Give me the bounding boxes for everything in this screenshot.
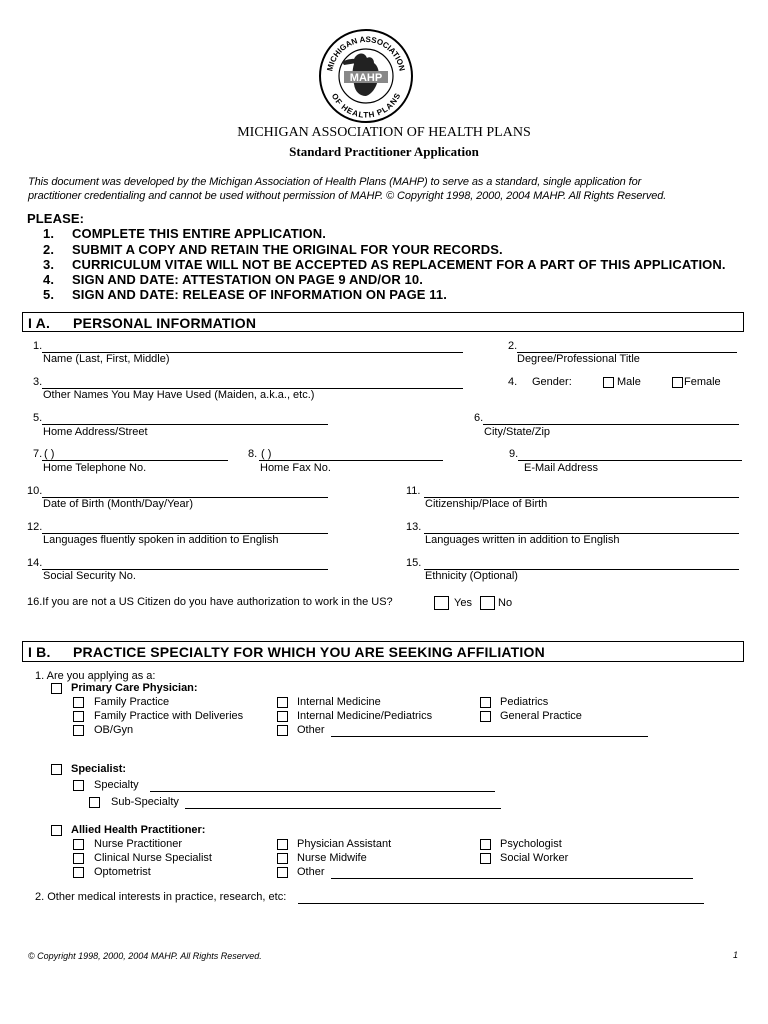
degree-title-label: Degree/Professional Title [517, 353, 640, 365]
gender-male-label: Male [617, 376, 641, 388]
section-a-code: I A. [28, 315, 51, 331]
work-auth-no-label: No [498, 597, 513, 609]
clinical-nurse-specialist-label: Clinical Nurse Specialist [94, 852, 212, 864]
family-practice-deliveries-label: Family Practice with Deliveries [94, 710, 244, 722]
name-field-label: Name (Last, First, Middle) [43, 353, 170, 365]
nurse-practitioner-checkbox[interactable] [73, 839, 84, 850]
section-b-header [22, 641, 744, 662]
please-item-2: SUBMIT A COPY AND RETAIN THE ORIGINAL FOR YOUR RECORDS. [72, 242, 503, 257]
languages-written-label: Languages written in addition to English [425, 534, 620, 546]
please-num-2: 2. [43, 242, 55, 257]
please-heading: PLEASE: [27, 211, 85, 226]
logo-arc-top-text: MICHIGAN ASSOCIATION [325, 34, 407, 72]
field-6-number: 6. [474, 412, 484, 424]
please-num-4: 4. [43, 272, 55, 287]
field-12-number: 12. [27, 521, 43, 533]
page-number: 1 [733, 950, 739, 960]
please-num-1: 1. [43, 226, 55, 241]
intro-line-1: This document was developed by the Michigan Association of Health Plans (MAHP) to serve as a standard, single application for [28, 176, 642, 188]
please-num-5: 5. [43, 287, 55, 302]
email-field[interactable] [518, 460, 742, 461]
field-5-number: 5. [33, 412, 43, 424]
please-num-3: 3. [43, 257, 55, 272]
footer-copyright: © Copyright 1998, 2000, 2004 MAHP. All Rights Reserved. [28, 951, 262, 961]
primary-care-heading: Primary Care Physician: [71, 682, 198, 694]
other-interests-question: 2. Other medical interests in practice, research, etc: [35, 891, 287, 903]
family-practice-checkbox[interactable] [73, 697, 84, 708]
please-item-4: SIGN AND DATE: ATTESTATION ON PAGE 9 AND/OR 10. [72, 272, 423, 287]
date-of-birth-label: Date of Birth (Month/Day/Year) [43, 498, 193, 510]
sub-specialty-checkbox[interactable] [89, 797, 100, 808]
specialty-label: Specialty [94, 779, 139, 791]
physician-assistant-checkbox[interactable] [277, 839, 288, 850]
please-item-1: COMPLETE THIS ENTIRE APPLICATION. [72, 226, 326, 241]
field-13-number: 13. [406, 521, 422, 533]
allied-other-checkbox[interactable] [277, 867, 288, 878]
field-10-number: 10. [27, 485, 43, 497]
home-phone-label: Home Telephone No. [43, 462, 147, 474]
gender-male-checkbox[interactable] [603, 377, 614, 388]
home-phone-field[interactable] [42, 460, 228, 461]
mahp-logo-graphic [318, 28, 414, 124]
please-item-3: CURRICULUM VITAE WILL NOT BE ACCEPTED AS REPLACEMENT FOR A PART OF THIS APPLICATION. [72, 257, 726, 272]
citizenship-label: Citizenship/Place of Birth [425, 498, 548, 510]
ob-gyn-checkbox[interactable] [73, 725, 84, 736]
home-fax-area-code: ( ) [261, 448, 272, 460]
general-practice-label: General Practice [500, 710, 582, 722]
sub-specialty-label: Sub-Specialty [111, 796, 179, 808]
city-state-zip-field[interactable] [483, 424, 739, 425]
allied-other-field[interactable] [331, 878, 693, 879]
physician-assistant-label: Physician Assistant [297, 838, 392, 850]
specialty-checkbox[interactable] [73, 780, 84, 791]
field-2-number: 2. [508, 340, 518, 352]
ob-gyn-label: OB/Gyn [94, 724, 134, 736]
field-7-number: 7. [33, 448, 43, 460]
nurse-midwife-checkbox[interactable] [277, 853, 288, 864]
clinical-nurse-specialist-checkbox[interactable] [73, 853, 84, 864]
social-worker-checkbox[interactable] [480, 853, 491, 864]
primary-care-checkbox[interactable] [51, 683, 62, 694]
internal-medicine-pediatrics-label: Internal Medicine/Pediatrics [297, 710, 433, 722]
allied-other-label: Other [297, 866, 325, 878]
other-names-label: Other Names You May Have Used (Maiden, a.k.a., etc.) [43, 389, 315, 401]
allied-health-checkbox[interactable] [51, 825, 62, 836]
specialist-heading: Specialist: [71, 763, 127, 775]
field-1-number: 1. [33, 340, 43, 352]
field-3-number: 3. [33, 376, 43, 388]
psychologist-checkbox[interactable] [480, 839, 491, 850]
field-4-number: 4. [508, 376, 518, 388]
home-fax-label: Home Fax No. [260, 462, 331, 474]
work-auth-no-checkbox[interactable] [480, 596, 495, 610]
pediatrics-label: Pediatrics [500, 696, 549, 708]
gender-female-checkbox[interactable] [672, 377, 683, 388]
intro-line-2: practitioner credentialing and cannot be used without permission of MAHP. © Copyright 1998, 2000, 2004 MAHP. All Rights Reserved. [28, 190, 667, 202]
primary-other-checkbox[interactable] [277, 725, 288, 736]
internal-medicine-label: Internal Medicine [297, 696, 381, 708]
gender-female-label: Female [684, 376, 721, 388]
section-b-code: I B. [28, 644, 51, 660]
other-interests-field[interactable] [298, 903, 704, 904]
home-fax-field[interactable] [259, 460, 443, 461]
mahp-logo [318, 28, 414, 124]
allied-health-heading: Allied Health Practitioner: [71, 824, 206, 836]
ethnicity-label: Ethnicity (Optional) [425, 570, 518, 582]
nurse-midwife-label: Nurse Midwife [297, 852, 367, 864]
specialty-field[interactable] [150, 791, 495, 792]
specialist-checkbox[interactable] [51, 764, 62, 775]
page-title: Standard Practitioner Application [289, 144, 479, 159]
field-11-number: 11. [406, 485, 421, 497]
field-14-number: 14. [27, 557, 43, 569]
home-address-field[interactable] [42, 424, 328, 425]
internal-medicine-pediatrics-checkbox[interactable] [277, 711, 288, 722]
ssn-label: Social Security No. [43, 570, 136, 582]
section-a-title: PERSONAL INFORMATION [73, 315, 257, 331]
general-practice-checkbox[interactable] [480, 711, 491, 722]
internal-medicine-checkbox[interactable] [277, 697, 288, 708]
gender-label: Gender: [532, 376, 572, 388]
social-worker-label: Social Worker [500, 852, 569, 864]
org-name: MICHIGAN ASSOCIATION OF HEALTH PLANS [237, 125, 531, 140]
field-9-number: 9. [509, 448, 519, 460]
logo-center-text: MAHP [349, 72, 383, 84]
home-phone-area-code: ( ) [44, 448, 55, 460]
work-auth-yes-label: Yes [454, 597, 472, 609]
optometrist-checkbox[interactable] [73, 867, 84, 878]
primary-other-field[interactable] [331, 736, 648, 737]
nurse-practitioner-label: Nurse Practitioner [94, 838, 183, 850]
family-practice-deliveries-checkbox[interactable] [73, 711, 84, 722]
please-item-5: SIGN AND DATE: RELEASE OF INFORMATION ON PAGE 11. [72, 287, 447, 302]
primary-other-label: Other [297, 724, 325, 736]
psychologist-label: Psychologist [500, 838, 562, 850]
home-address-label: Home Address/Street [43, 426, 148, 438]
city-state-zip-label: City/State/Zip [484, 426, 551, 438]
email-label: E-Mail Address [524, 462, 598, 474]
sub-specialty-field[interactable] [185, 808, 501, 809]
section-a-header [22, 312, 744, 332]
applying-as-question: 1. Are you applying as a: [35, 670, 156, 682]
pediatrics-checkbox[interactable] [480, 697, 491, 708]
family-practice-label: Family Practice [94, 696, 170, 708]
field-15-number: 15. [406, 557, 422, 569]
work-authorization-question: 16.If you are not a US Citizen do you have authorization to work in the US? [27, 596, 393, 608]
logo-arc-bottom-text: OF HEALTH PLANS [329, 91, 403, 120]
languages-spoken-label: Languages fluently spoken in addition to English [43, 534, 279, 546]
work-auth-yes-checkbox[interactable] [434, 596, 449, 610]
optometrist-label: Optometrist [94, 866, 151, 878]
section-b-title: PRACTICE SPECIALTY FOR WHICH YOU ARE SEEKING AFFILIATION [73, 644, 545, 660]
field-8-number: 8. [248, 448, 258, 460]
